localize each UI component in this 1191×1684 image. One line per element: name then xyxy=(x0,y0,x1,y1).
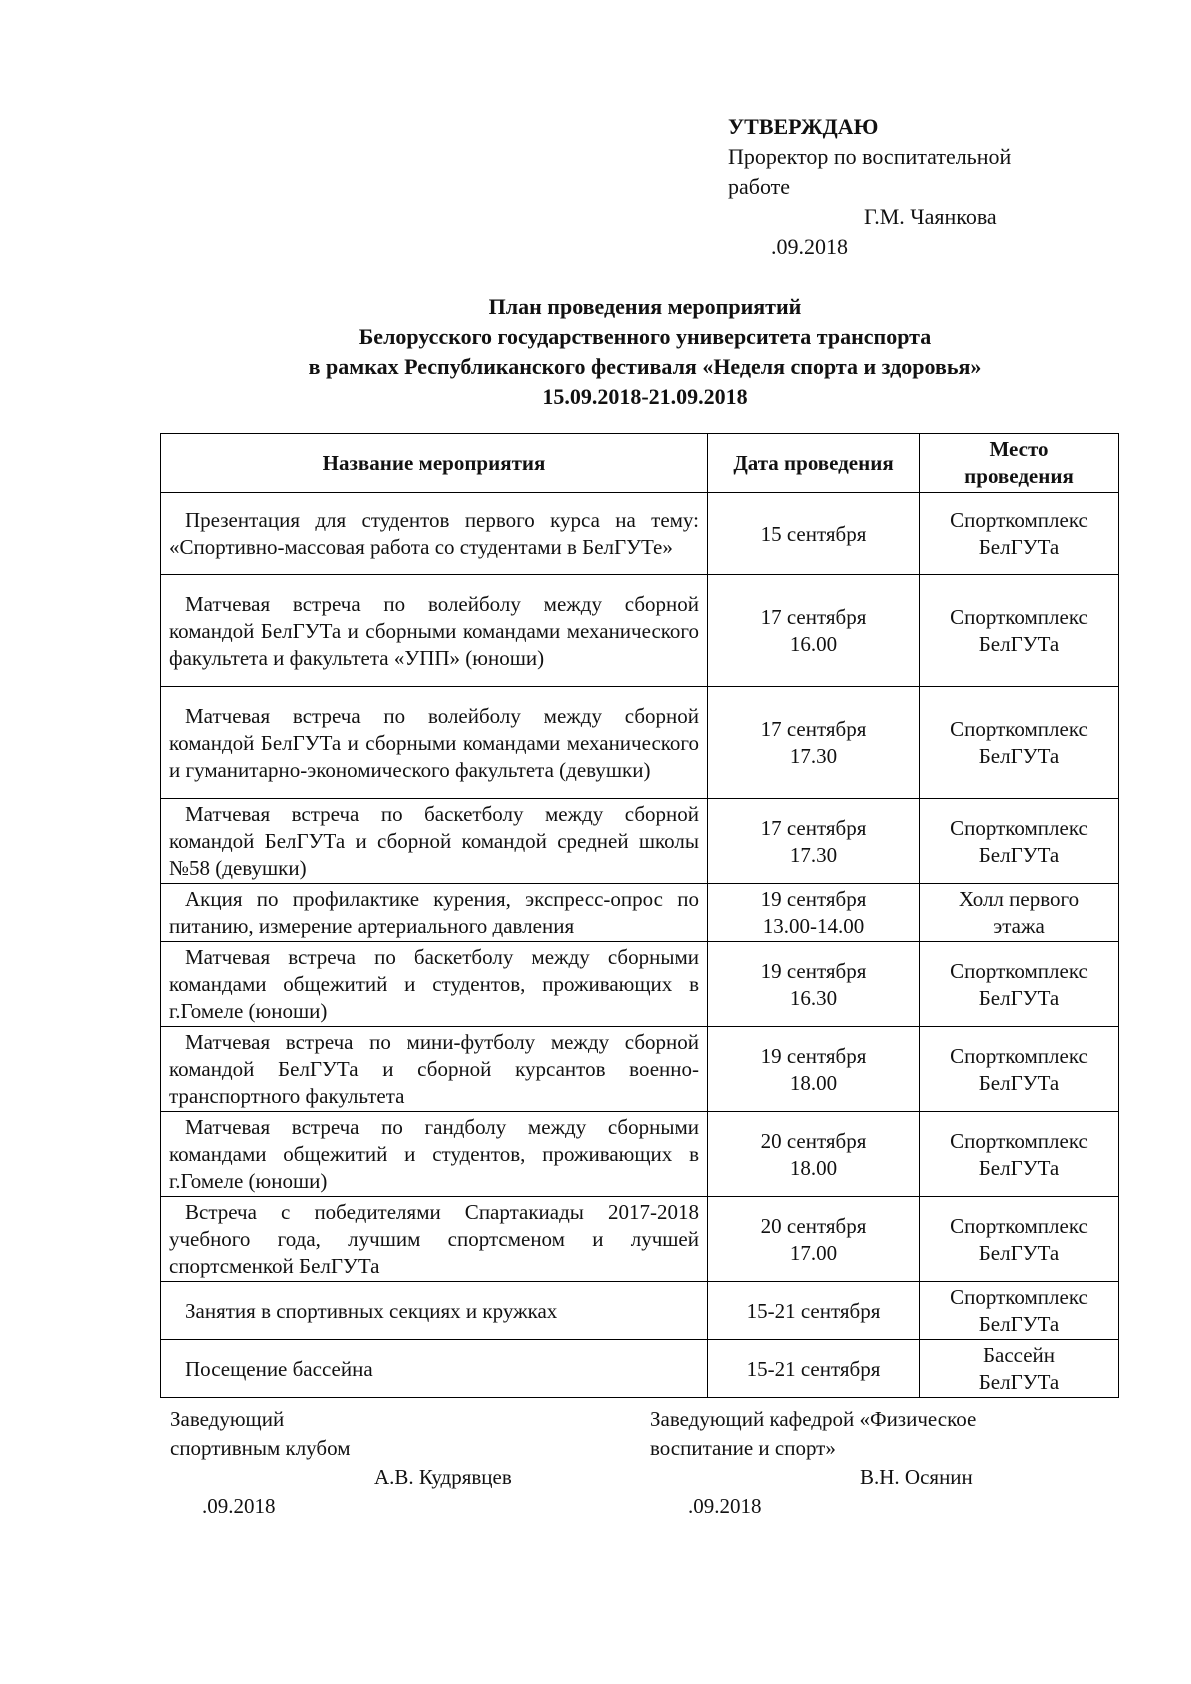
table-row xyxy=(161,1112,1119,1197)
event-date-cell xyxy=(708,799,920,884)
table-row xyxy=(161,799,1119,884)
table-row xyxy=(161,884,1119,942)
approval-title: УТВЕРЖДАЮ xyxy=(728,114,879,139)
event-place-cell xyxy=(920,575,1119,687)
events-table xyxy=(160,433,1119,1398)
header-place xyxy=(920,434,1119,493)
header-event: Название мероприятия xyxy=(161,434,708,493)
event-place-place-line1: Спорткомплекс xyxy=(950,605,1088,629)
event-date-date-line2: 16.00 xyxy=(789,632,838,656)
signature-left-name: А.В. Кудрявцев xyxy=(374,1465,512,1489)
event-name-cell: Матчевая встреча по волейболу между сборной командой БелГУТа и сборными командами механического и гуманитарно-экономического факультета (девушки) xyxy=(161,687,708,799)
approval-position-line2: работе xyxy=(728,174,791,199)
event-date-cell xyxy=(708,1027,920,1112)
signature-left-line1: Заведующий xyxy=(170,1407,285,1431)
event-place-place-line1: Спорткомплекс xyxy=(950,1128,1088,1153)
header-place-line1: Место xyxy=(989,437,1049,461)
approval-block xyxy=(728,112,1011,262)
event-place-place-line2: БелГУТа xyxy=(978,535,1060,559)
event-place-place-line1: Спорткомплекс xyxy=(950,508,1088,532)
event-name-cell: Занятия в спортивных секциях и кружках xyxy=(161,1282,708,1340)
event-date-date-line1: 19 сентября xyxy=(760,1043,867,1068)
approval-position-line1: Проректор по воспитательной xyxy=(728,144,1012,169)
event-place-cell xyxy=(920,942,1119,1027)
event-place-cell xyxy=(920,1282,1119,1340)
signature-left xyxy=(170,1405,512,1521)
signature-left-date: .09.2018 xyxy=(202,1494,276,1518)
event-place-place-line1: Спорткомплекс xyxy=(950,1043,1088,1068)
event-date-date-line1: 19 сентября xyxy=(760,958,867,983)
event-date-cell xyxy=(708,1340,920,1398)
event-name-cell: Акция по профилактике курения, экспресс-опрос по питанию, измерение артериального давления xyxy=(161,884,708,942)
table-row xyxy=(161,1340,1119,1398)
header-place-line2: проведения xyxy=(964,464,1074,488)
event-place-cell xyxy=(920,1027,1119,1112)
event-name-cell: Матчевая встреча по волейболу между сборной командой БелГУТа и сборными командами механического факультета и факультета «УПП» (юноши) xyxy=(161,575,708,687)
event-date-cell xyxy=(708,942,920,1027)
event-name-cell: Матчевая встреча по баскетболу между сборной командой БелГУТа и сборной командой средней школы №58 (девушки) xyxy=(161,799,708,884)
table-row xyxy=(161,1282,1119,1340)
table-row xyxy=(161,575,1119,687)
event-date-date-line2: 18.00 xyxy=(789,1070,838,1095)
event-place-place-line2: БелГУТа xyxy=(978,632,1060,656)
event-date-date-line2: 16.30 xyxy=(789,985,838,1010)
event-date-date-line1: 17 сентября xyxy=(760,717,867,741)
table-row xyxy=(161,942,1119,1027)
event-place-place-line2: БелГУТа xyxy=(978,985,1060,1010)
header-date: Дата проведения xyxy=(708,434,920,493)
approval-date: .09.2018 xyxy=(771,234,848,259)
event-place-cell xyxy=(920,1197,1119,1282)
heading-line-4: 15.09.2018-21.09.2018 xyxy=(542,384,748,409)
event-place-place-line1: Бассейн xyxy=(982,1343,1056,1367)
event-date-date-line1: 15-21 сентября xyxy=(746,1298,881,1323)
event-name-cell: Матчевая встреча по баскетболу между сборными командами общежитий и студентов, проживающих в г.Гомеле (юноши) xyxy=(161,942,708,1027)
event-place-place-line2: БелГУТа xyxy=(978,842,1060,867)
table-row xyxy=(161,687,1119,799)
event-place-place-line1: Спорткомплекс xyxy=(950,1213,1088,1238)
heading-line-2: Белорусского государственного университета транспорта xyxy=(358,324,932,349)
event-date-date-line2: 18.00 xyxy=(789,1155,838,1180)
event-place-place-line2: этажа xyxy=(993,914,1045,938)
event-name-cell: Матчевая встреча по гандболу между сборными командами общежитий и студентов, проживающих в г.Гомеле (юноши) xyxy=(161,1112,708,1197)
event-date-date-line2: 17.30 xyxy=(789,744,838,768)
event-place-cell xyxy=(920,799,1119,884)
event-place-place-line2: БелГУТа xyxy=(978,1370,1060,1394)
event-name-cell: Матчевая встреча по мини-футболу между сборной командой БелГУТа и сборной курсантов военно-транспортного факультета xyxy=(161,1027,708,1112)
event-place-cell xyxy=(920,493,1119,575)
event-date-date-line2: 17.30 xyxy=(789,842,838,867)
signature-left-line2: спортивным клубом xyxy=(170,1436,351,1460)
event-place-place-line2: БелГУТа xyxy=(978,1155,1060,1180)
heading-line-1: План проведения мероприятий xyxy=(488,294,802,319)
event-date-cell xyxy=(708,687,920,799)
event-date-date-line2: 17.00 xyxy=(789,1240,838,1265)
event-place-cell xyxy=(920,884,1119,942)
table-row xyxy=(161,1027,1119,1112)
event-date-date-line1: 20 сентября xyxy=(760,1213,867,1238)
event-date-cell xyxy=(708,493,920,575)
document-heading xyxy=(150,292,1140,412)
approval-name: Г.М. Чаянкова xyxy=(864,204,997,229)
event-date-cell xyxy=(708,1112,920,1197)
event-name-cell: Посещение бассейна xyxy=(161,1340,708,1398)
event-place-place-line1: Холл первого xyxy=(958,887,1080,911)
event-date-date-line1: 20 сентября xyxy=(760,1128,867,1153)
event-place-place-line2: БелГУТа xyxy=(978,1240,1060,1265)
heading-line-3: в рамках Республиканского фестиваля «Неделя спорта и здоровья» xyxy=(308,354,982,379)
signature-right-line2: воспитание и спорт» xyxy=(650,1436,836,1460)
event-place-place-line2: БелГУТа xyxy=(978,1070,1060,1095)
event-place-place-line2: БелГУТа xyxy=(978,1312,1060,1336)
signature-right xyxy=(650,1405,976,1521)
signature-right-date: .09.2018 xyxy=(688,1494,762,1518)
signature-right-line1: Заведующий кафедрой «Физическое xyxy=(650,1407,977,1431)
table-row xyxy=(161,493,1119,575)
event-place-cell xyxy=(920,1112,1119,1197)
table-row xyxy=(161,1197,1119,1282)
event-date-date-line2: 13.00-14.00 xyxy=(762,914,865,938)
event-date-date-line1: 19 сентября xyxy=(760,887,867,911)
event-place-cell xyxy=(920,687,1119,799)
event-date-date-line1: 17 сентября xyxy=(760,815,867,840)
event-place-place-line2: БелГУТа xyxy=(978,744,1060,768)
event-date-date-line1: 15-21 сентября xyxy=(746,1356,881,1381)
event-date-cell xyxy=(708,1197,920,1282)
event-date-date-line1: 15 сентября xyxy=(760,521,867,546)
event-place-place-line1: Спорткомплекс xyxy=(950,958,1088,983)
event-date-date-line1: 17 сентября xyxy=(760,605,867,629)
event-place-place-line1: Спорткомплекс xyxy=(950,717,1088,741)
event-date-cell xyxy=(708,1282,920,1340)
event-place-place-line1: Спорткомплекс xyxy=(950,1285,1088,1309)
event-date-cell xyxy=(708,884,920,942)
event-date-cell xyxy=(708,575,920,687)
event-name-cell: Презентация для студентов первого курса на тему: «Спортивно-массовая работа со студентами в БелГУТе» xyxy=(161,493,708,575)
event-place-place-line1: Спорткомплекс xyxy=(950,815,1088,840)
table-header-row xyxy=(161,434,1119,493)
event-place-cell xyxy=(920,1340,1119,1398)
event-name-cell: Встреча с победителями Спартакиады 2017-2018 учебного года, лучшим спортсменом и лучшей спортсменкой БелГУТа xyxy=(161,1197,708,1282)
signature-right-name: В.Н. Осянин xyxy=(860,1465,973,1489)
